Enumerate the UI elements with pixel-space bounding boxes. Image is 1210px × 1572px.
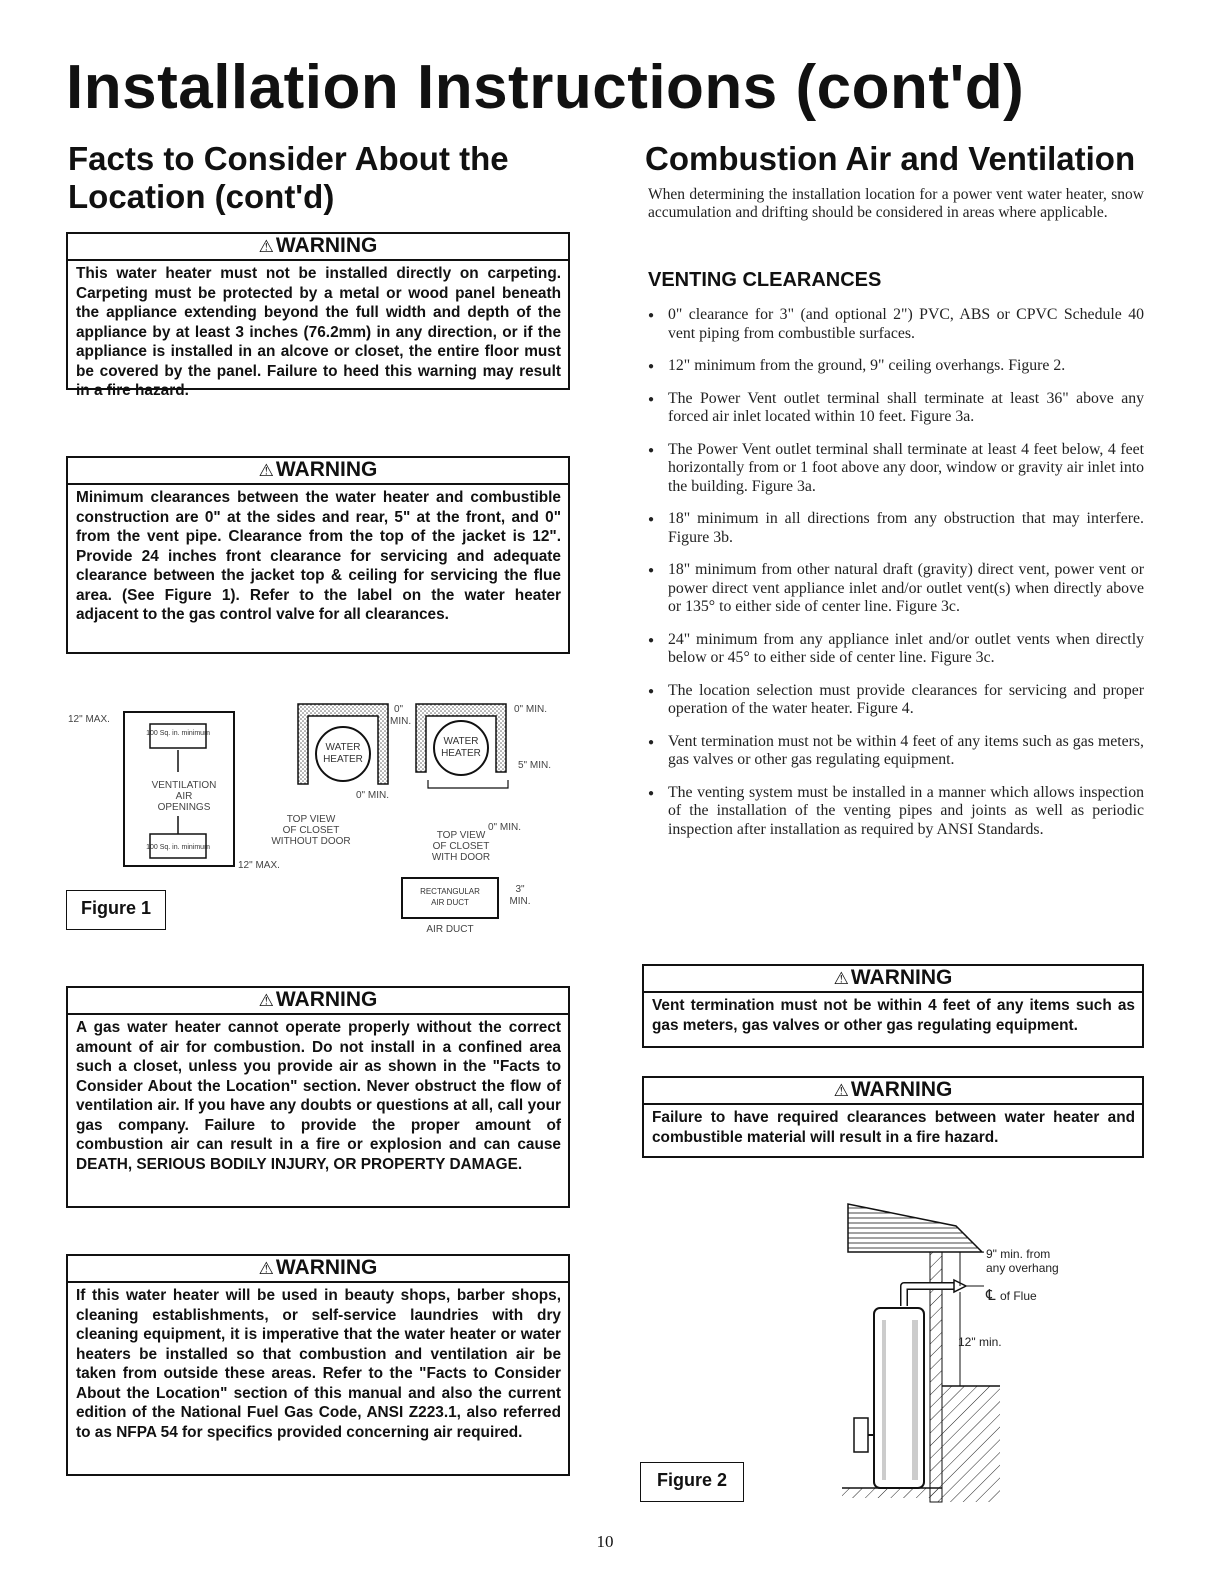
warning-header: ⚠WARNING <box>68 234 568 261</box>
three-min-label-1: 3" <box>515 884 525 895</box>
roof-overhang <box>848 1204 982 1252</box>
page-number: 10 <box>596 1532 614 1551</box>
warning-header: ⚠WARNING <box>68 458 568 485</box>
tank-shading <box>882 1320 886 1480</box>
five-min-label: 5" MIN. <box>518 760 551 771</box>
water-heater-label-1b: WATER <box>443 736 479 747</box>
warning-triangle-icon: ⚠ <box>833 969 849 988</box>
top-view-no-door-1: TOP VIEW <box>286 814 336 825</box>
three-min-label-2: MIN. <box>509 896 531 907</box>
warning-triangle-icon: ⚠ <box>258 461 274 480</box>
warning-header: ⚠WARNING <box>644 1078 1142 1105</box>
figure-2-diagram <box>836 1196 1072 1506</box>
twelve-max-bottom-label: 12" MAX. <box>238 860 280 871</box>
top-view-door-1: TOP VIEW <box>436 830 486 841</box>
page-title: Installation Instructions (cont'd) <box>66 53 1025 122</box>
ventilation-label-2: AIR <box>175 791 193 802</box>
vent-pipe <box>904 1286 954 1306</box>
figure-1-label: Figure 1 <box>66 890 166 930</box>
top-view-no-door-3: WITHOUT DOOR <box>271 836 351 847</box>
water-heater-label-1: WATER <box>325 742 361 753</box>
air-duct-label: AIR DUCT <box>426 924 474 935</box>
tank-shading <box>912 1320 918 1480</box>
warning-box-carpeting <box>66 232 570 399</box>
water-heater-label-2b: HEATER <box>441 748 481 759</box>
left-section-title-line1: Facts to Consider About the <box>68 140 509 177</box>
warning-box-combustion-air <box>66 986 570 1208</box>
warning-text: Failure to have required clearances between water heater and combustible material will result in a fire hazard. <box>652 1109 1135 1146</box>
venting-clearances-heading: VENTING CLEARANCES <box>648 269 882 291</box>
list-item: ● The location selection must provide clearances for servicing and proper operation of the water heater. Figure 4. <box>648 682 1144 719</box>
zero-clearance-label: 0" <box>394 704 404 715</box>
list-item: ● 24" minimum from any appliance inlet and/or outlet vents when directly below or 45° to either side of center line. Figure 3c. <box>648 631 1144 668</box>
door-outline <box>428 780 508 788</box>
warning-triangle-icon: ⚠ <box>258 991 274 1010</box>
zero-min-label-c: 0" MIN. <box>488 822 521 833</box>
warning-text: Vent termination must not be within 4 feet of any items such as gas meters, gas valves or other gas regulating equipment. <box>652 997 1135 1034</box>
left-section-title <box>68 140 588 216</box>
sq-in-bottom-label: 100 Sq. in. minimum <box>146 844 210 851</box>
list-item: ● Vent termination must not be within 4 feet of any items such as gas meters, gas valves or other gas regulating equipment. <box>648 733 1144 770</box>
top-view-door-3: WITH DOOR <box>431 852 491 863</box>
top-view-door-2: OF CLOSET <box>432 841 490 852</box>
figure-2-label: Figure 2 <box>640 1462 744 1502</box>
list-item: ● The venting system must be installed in a manner which allows inspection of the installation of the venting pipes and joints as well as periodic inspection after installation as required by ANSI Standards. <box>648 784 1144 840</box>
warning-text: Minimum clearances between the water heater and combustible construction are 0" at the sides and rear, 5" at the front, and 0" from the vent pipe. Clearance from the top of the jacket is 12". Provide 24 inches front clearance for servicing and adequate clearance between the jacket top & ceiling for servicing the flue area. (See Figure 1). Refer to the label on the water heater adjacent to the gas control valve for all clearances. <box>76 489 561 623</box>
twelve-min-label: 12" min. <box>958 1335 1002 1349</box>
warning-box-clearances <box>66 456 570 654</box>
warning-triangle-icon: ⚠ <box>258 237 274 256</box>
overhang-label-1: 9" min. from <box>986 1247 1051 1261</box>
list-item: ● The Power Vent outlet terminal shall terminate at least 36" above any forced air inlet located within 10 feet. Figure 3a. <box>648 390 1144 427</box>
twelve-max-top-label: 12" MAX. <box>68 714 110 725</box>
ventilation-label-3: OPENINGS <box>157 802 211 813</box>
warning-header: ⚠WARNING <box>68 988 568 1015</box>
warning-header: ⚠WARNING <box>68 1256 568 1283</box>
warning-triangle-icon: ⚠ <box>833 1081 849 1100</box>
warning-triangle-icon: ⚠ <box>258 1259 274 1278</box>
warning-text: A gas water heater cannot operate properly without the correct amount of air for combustion. Do not install in a confined area such a closet, unless you provide air as shown in the "Facts to Consider About the Location" section. Never obstruct the flow of ventilation air. If you have any doubts or questions at all, call your gas company. Failure to provide the proper amount of combustion air can result in a fire or explosion and can cause DEATH, SERIOUS BODILY INJURY, OR PROPERTY DAMAGE. <box>76 1019 561 1173</box>
list-item: ● 12" minimum from the ground, 9" ceiling overhangs. Figure 2. <box>648 357 1144 376</box>
sq-in-top-label: 100 Sq. in. minimum <box>146 730 210 737</box>
warning-box-fire-hazard <box>642 1076 1144 1158</box>
list-item: ● 18" minimum from other natural draft (gravity) direct vent, power vent or power direct vent appliance inlet and/or outlet vent(s) when directly above or 135° to either side of center line. Figure 3c. <box>648 561 1144 617</box>
floor-hatch <box>842 1488 938 1498</box>
warning-box-dry-cleaning <box>66 1254 570 1476</box>
gas-control-valve <box>854 1418 868 1452</box>
zero-min-label-a: 0" MIN. <box>356 790 389 801</box>
centerline-icon: ℄ <box>986 1287 996 1304</box>
flue-label: of Flue <box>1000 1289 1037 1303</box>
list-item: ● The Power Vent outlet terminal shall terminate at least 4 feet below, 4 feet horizontally from or 1 foot above any door, window or gravity air inlet into the building. Figure 3a. <box>648 441 1144 497</box>
right-section-title: Combustion Air and Ventilation <box>645 140 1136 177</box>
zero-min-label-b: 0" MIN. <box>514 704 547 715</box>
min-word-label: MIN. <box>390 716 412 727</box>
ventilation-label-1: VENTILATION <box>151 780 217 791</box>
warning-header: ⚠WARNING <box>644 966 1142 993</box>
left-section-title-line2: Location (cont'd) <box>68 178 335 215</box>
warning-box-vent-termination <box>642 964 1144 1048</box>
warning-text: This water heater must not be installed directly on carpeting. Carpeting must be protected by a metal or wood panel beneath the appliance extending beyond the full width and depth of the appliance by at least 3 inches (76.2mm) in any direction, or if the appliance is installed in an alcove or closet, the entire floor must be covered by the panel. Failure to heed this warning may result in a fire hazard. <box>76 265 561 399</box>
ground-fill <box>942 1386 1000 1502</box>
list-item: ● 18" minimum in all directions from any obstruction that may interfere. Figure 3b. <box>648 510 1144 547</box>
water-heater-label-2: HEATER <box>323 754 363 765</box>
warning-text: If this water heater will be used in beauty shops, barber shops, cleaning establishments, or self-service laundries with dry cleaning equipment, it is imperative that the water heater or water heaters be installed so that combustion and ventilation air be taken from outside these areas. Refer to the "Facts to Consider About the Location" section of this manual and also the current edition of the National Fuel Gas Code, ANSI Z223.1, also referred to as NFPA 54 for specifics provided concerning air required. <box>76 1287 561 1441</box>
top-view-no-door-2: OF CLOSET <box>282 825 340 836</box>
venting-clearances-list <box>648 306 1144 839</box>
intro-paragraph: When determining the installation location for a power vent water heater, snow accumulation and drifting should be considered in areas where applicable. <box>648 186 1144 221</box>
rect-duct-label-1: RECTANGULAR <box>420 887 480 896</box>
list-item: ● 0" clearance for 3" (and optional 2") PVC, ABS or CPVC Schedule 40 vent piping from combustible surfaces. <box>648 306 1144 343</box>
overhang-label-2: any overhang <box>986 1261 1059 1275</box>
rect-duct-label-2: AIR DUCT <box>431 898 469 907</box>
